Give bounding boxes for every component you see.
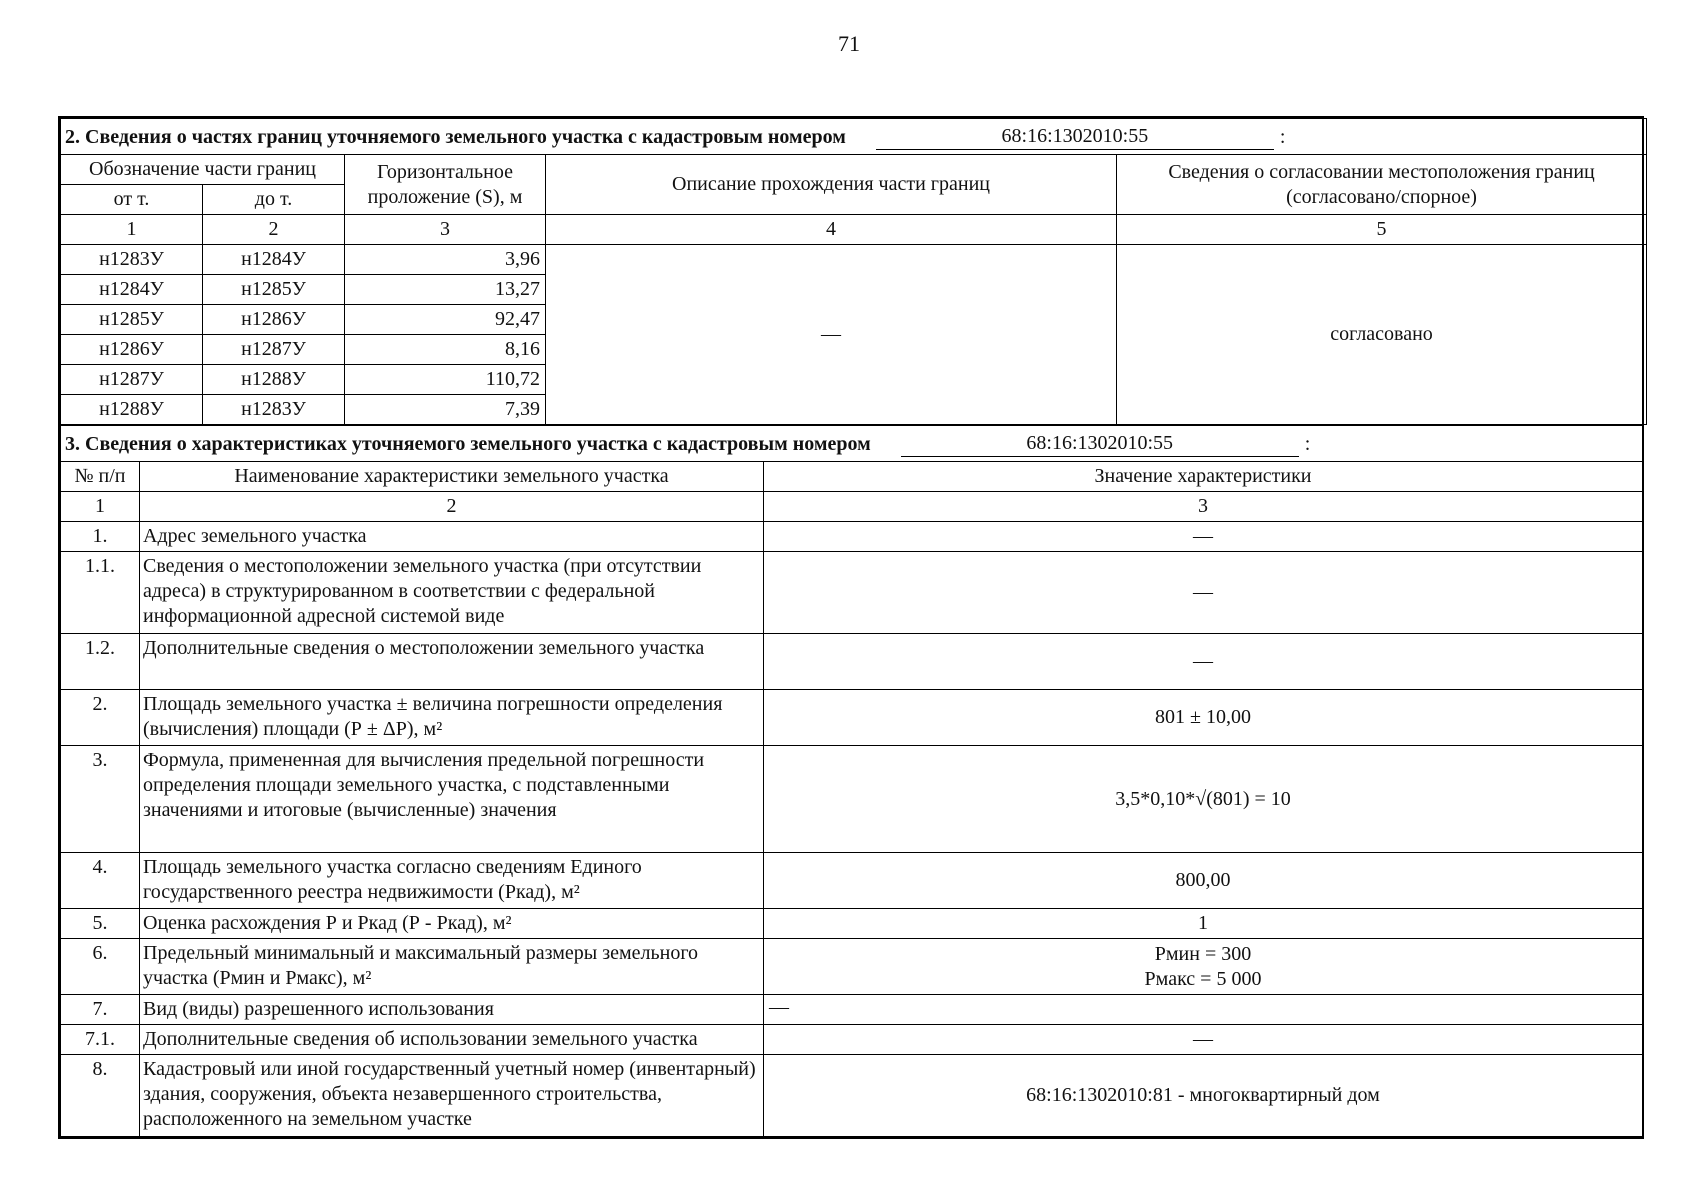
characteristic-name: Оценка расхождения Р и Ркад (Р - Ркад), м² — [140, 909, 764, 939]
characteristic-value: 68:16:1302010:81 - многоквартирный дом — [764, 1055, 1643, 1137]
header-num: № п/п — [61, 462, 140, 492]
header-designation: Обозначение части границ — [61, 155, 345, 185]
characteristic-name: Площадь земельного участка согласно сведениям Единого государственного реестра недвижимости (Ркад), м² — [140, 853, 764, 909]
section2-cadastral-number: 68:16:1302010:55 — [876, 124, 1274, 150]
point-to: н1286У — [203, 305, 345, 335]
characteristic-name: Формула, примененная для вычисления предельной погрешности определения площади земельного участка, с подставленными значениями и итоговые (вычисленные) значения — [140, 746, 764, 853]
col-number: 2 — [203, 215, 345, 245]
horizontal-distance: 13,27 — [345, 275, 546, 305]
point-to: н1287У — [203, 335, 345, 365]
characteristic-value: 1 — [764, 909, 1643, 939]
characteristic-value: 3,5*0,10*√(801) = 10 — [764, 746, 1643, 853]
point-to: н1283У — [203, 395, 345, 425]
col-number: 2 — [140, 492, 764, 522]
horizontal-distance: 110,72 — [345, 365, 546, 395]
characteristic-name: Сведения о местоположении земельного участка (при отсутствии адреса) в структурированном в соответствии с федеральной информационной адресной системой виде — [140, 552, 764, 634]
horizontal-distance: 8,16 — [345, 335, 546, 365]
characteristic-value: 801 ± 10,00 — [764, 690, 1643, 746]
horizontal-distance: 3,96 — [345, 245, 546, 275]
col-number: 3 — [764, 492, 1643, 522]
point-from: н1284У — [61, 275, 203, 305]
table-row — [61, 552, 1643, 634]
table-row — [61, 634, 1643, 690]
col-number: 1 — [61, 215, 203, 245]
horizontal-distance: 92,47 — [345, 305, 546, 335]
section3-title-row — [61, 426, 1643, 462]
point-to: н1285У — [203, 275, 345, 305]
characteristic-name: Кадастровый или иной государственный учетный номер (инвентарный) здания, сооружения, объекта незавершенного строительства, расположенного на земельном участке — [140, 1055, 764, 1137]
row-number: 8. — [61, 1055, 140, 1137]
point-from: н1288У — [61, 395, 203, 425]
row-number: 1.2. — [61, 634, 140, 690]
header-name: Наименование характеристики земельного участка — [140, 462, 764, 492]
header-description: Описание прохождения части границ — [546, 155, 1117, 215]
agreement-value: согласовано — [1117, 245, 1647, 425]
min-size-value: Рмин = 300 — [1154, 942, 1252, 965]
col-number: 1 — [61, 492, 140, 522]
row-number: 1. — [61, 522, 140, 552]
characteristic-value: — — [764, 552, 1643, 634]
characteristic-value — [764, 939, 1643, 995]
point-from: н1286У — [61, 335, 203, 365]
row-number: 3. — [61, 746, 140, 853]
characteristic-name: Дополнительные сведения о местоположении земельного участка — [140, 634, 764, 690]
table-row — [61, 853, 1643, 909]
row-number: 4. — [61, 853, 140, 909]
characteristic-name: Предельный минимальный и максимальный размеры земельного участка (Рмин и Рмакс), м² — [140, 939, 764, 995]
col-number: 3 — [345, 215, 546, 245]
row-number: 6. — [61, 939, 140, 995]
table-row — [61, 245, 1647, 275]
section3-cadastral-number: 68:16:1302010:55 — [901, 431, 1299, 457]
header-from: от т. — [61, 185, 203, 215]
horizontal-distance: 7,39 — [345, 395, 546, 425]
document-tables — [58, 116, 1644, 1139]
row-number: 5. — [61, 909, 140, 939]
section2-title: 2. Сведения о частях границ уточняемого земельного участка с кадастровым номером — [65, 125, 846, 148]
characteristic-value: — — [764, 995, 1643, 1025]
point-to: н1284У — [203, 245, 345, 275]
characteristic-name: Вид (виды) разрешенного использования — [140, 995, 764, 1025]
characteristic-value: — — [764, 1025, 1643, 1055]
col-number: 5 — [1117, 215, 1647, 245]
table-row — [61, 909, 1643, 939]
section3-colon: : — [1304, 432, 1311, 455]
point-from: н1283У — [61, 245, 203, 275]
section2-table — [60, 118, 1647, 425]
page-number: 71 — [838, 31, 860, 56]
header-to: до т. — [203, 185, 345, 215]
table-row — [61, 1055, 1643, 1137]
table-row — [61, 939, 1643, 995]
characteristic-value: — — [764, 634, 1643, 690]
section3-title: 3. Сведения о характеристиках уточняемого земельного участка с кадастровым номером — [65, 432, 871, 455]
characteristic-value: 800,00 — [764, 853, 1643, 909]
table-row — [61, 522, 1643, 552]
header-value: Значение характеристики — [764, 462, 1643, 492]
table-row — [61, 690, 1643, 746]
section3-col-numbers — [61, 492, 1643, 522]
row-number: 2. — [61, 690, 140, 746]
section2-col-numbers — [61, 215, 1647, 245]
characteristic-name: Адрес земельного участка — [140, 522, 764, 552]
characteristic-name: Дополнительные сведения об использовании земельного участка — [140, 1025, 764, 1055]
description-value: — — [546, 245, 1117, 425]
section2-title-row — [61, 119, 1647, 155]
table-row — [61, 995, 1643, 1025]
header-agreement: Сведения о согласовании местоположения границ (согласовано/спорное) — [1117, 155, 1647, 215]
point-from: н1287У — [61, 365, 203, 395]
max-size-value: Рмакс = 5 000 — [1144, 967, 1262, 990]
section3-table — [60, 425, 1643, 1137]
characteristic-name: Площадь земельного участка ± величина погрешности определения (вычисления) площади (Р ± ΔР), м² — [140, 690, 764, 746]
table-row — [61, 746, 1643, 853]
point-from: н1285У — [61, 305, 203, 335]
row-number: 1.1. — [61, 552, 140, 634]
point-to: н1288У — [203, 365, 345, 395]
row-number: 7.1. — [61, 1025, 140, 1055]
section2-colon: : — [1279, 125, 1286, 148]
characteristic-value: — — [764, 522, 1643, 552]
col-number: 4 — [546, 215, 1117, 245]
header-horizontal: Горизонтальное проложение (S), м — [345, 155, 546, 215]
table-row — [61, 1025, 1643, 1055]
row-number: 7. — [61, 995, 140, 1025]
